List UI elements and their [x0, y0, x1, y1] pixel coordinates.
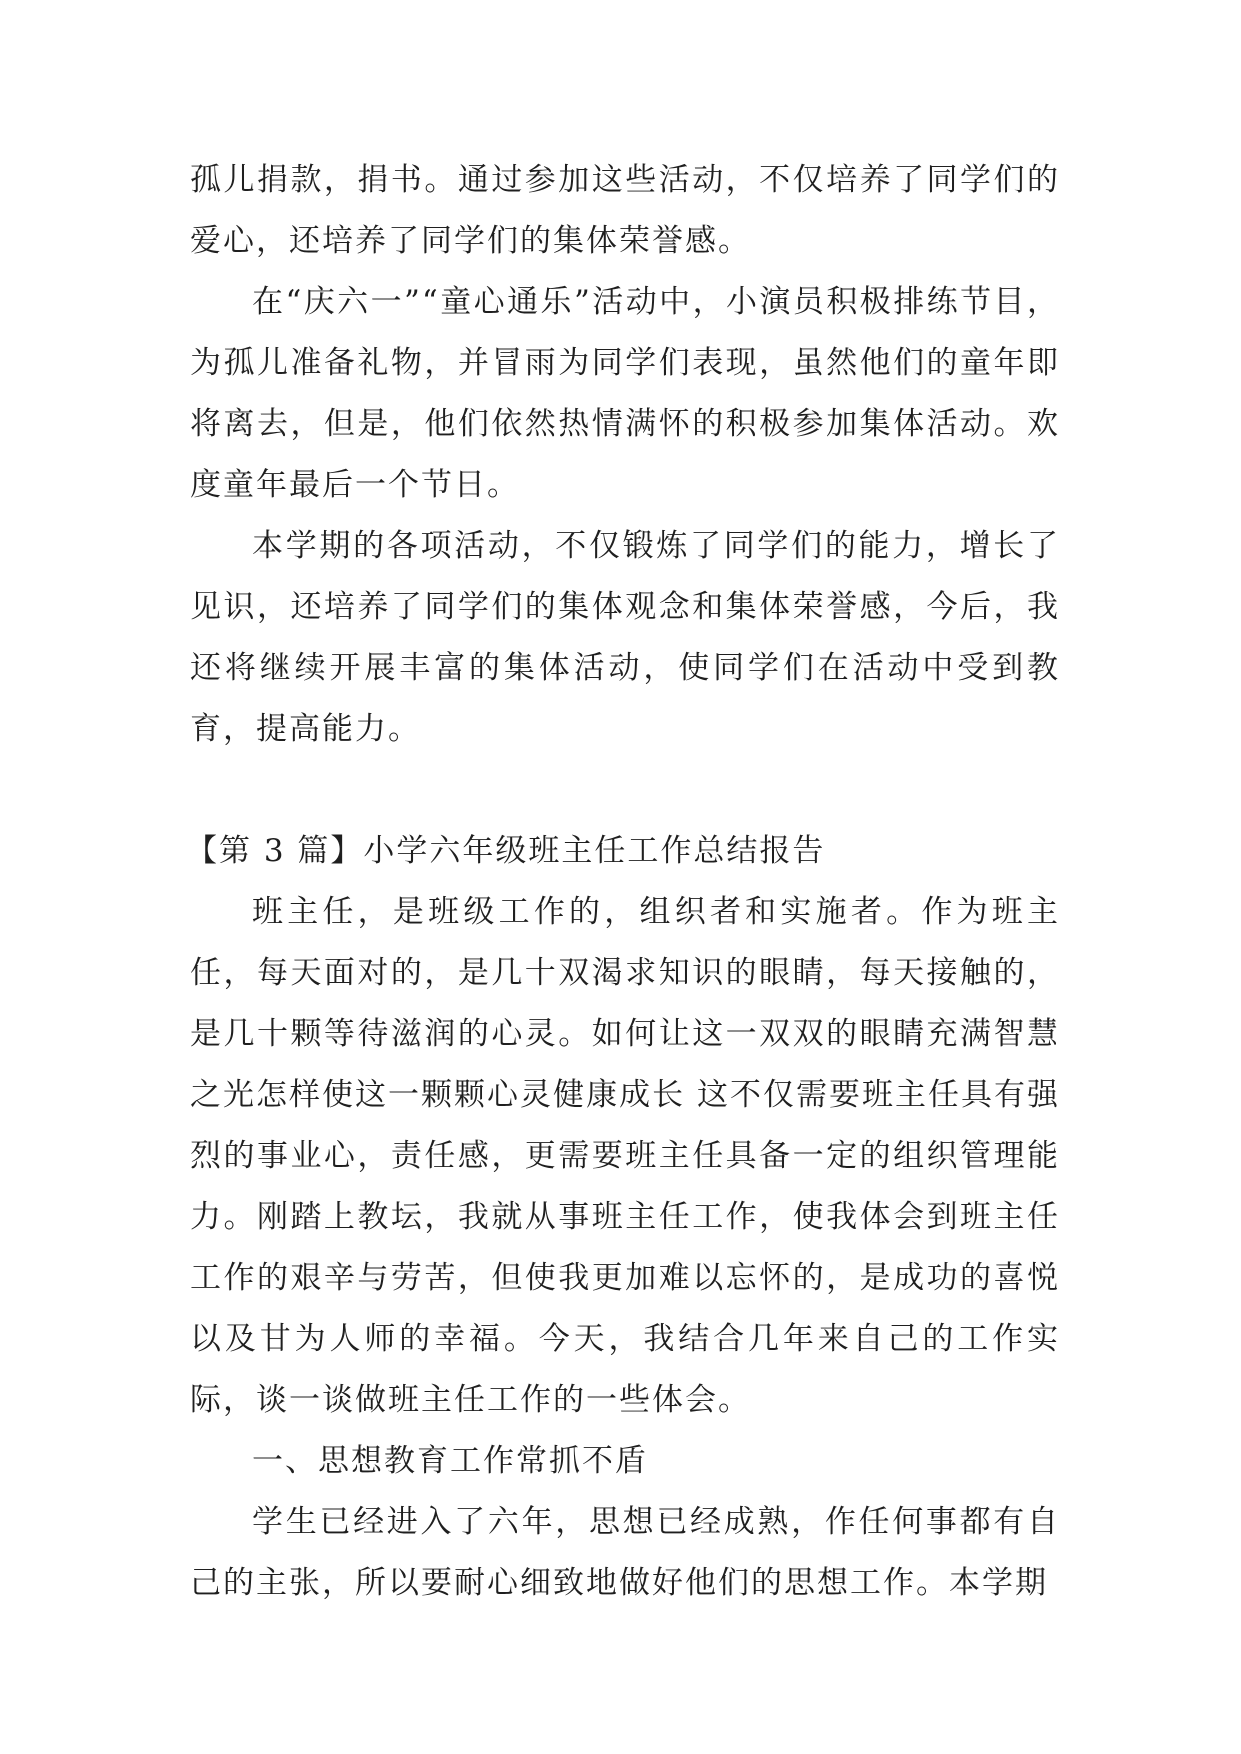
paragraph-semester-activities: 本学期的各项活动，不仅锻炼了同学们的能力，增长了见识，还培养了同学们的集体观念和集体荣誉感，今后，我还将继续开展丰富的集体活动，使同学们在活动中受到教育，提高能力。	[190, 528, 1060, 747]
document-page	[186, 150, 1060, 1614]
paragraph-intro: 班主任，是班级工作的，组织者和实施者。作为班主任，每天面对的，是几十双渴求知识的眼睛，每天接触的，是几十颗等待滋润的心灵。如何让这一双双的眼睛充满智慧之光怎样使这一颗颗心灵健康成长 这不仅需要班主任具有强烈的事业心，责任感，更需要班主任具备一定的组织管理能力。刚踏上教坛，我就从事班主任工作，使我体会到班主任工作的艰辛与劳苦，但使我更加难以忘怀的，是成功的喜悦以及甘为人师的幸福。今天，我结合几年来自己的工作实际，谈一谈做班主任工作的一些体会。	[190, 894, 1060, 1418]
paragraph-children-day: 在“庆六一”“童心通乐”活动中，小演员积极排练节目，为孤儿准备礼物，并冒雨为同学们表现，虽然他们的童年即将离去，但是，他们依然热情满怀的积极参加集体活动。欢度童年最后一个节日。	[190, 284, 1060, 503]
paragraph-continued: 孤儿捐款，捐书。通过参加这些活动，不仅培养了同学们的爱心，还培养了同学们的集体荣誉感。	[190, 162, 1060, 259]
section-spacer	[190, 760, 1060, 821]
subheading-ideological-education: 一、思想教育工作常抓不盾	[252, 1443, 648, 1479]
paragraph-sixth-grade: 学生已经进入了六年，思想已经成熟，作任何事都有自己的主张，所以要耐心细致地做好他们的思想工作。本学期	[190, 1504, 1060, 1601]
section-title: 【第 3 篇】小学六年级班主任工作总结报告	[186, 833, 826, 869]
